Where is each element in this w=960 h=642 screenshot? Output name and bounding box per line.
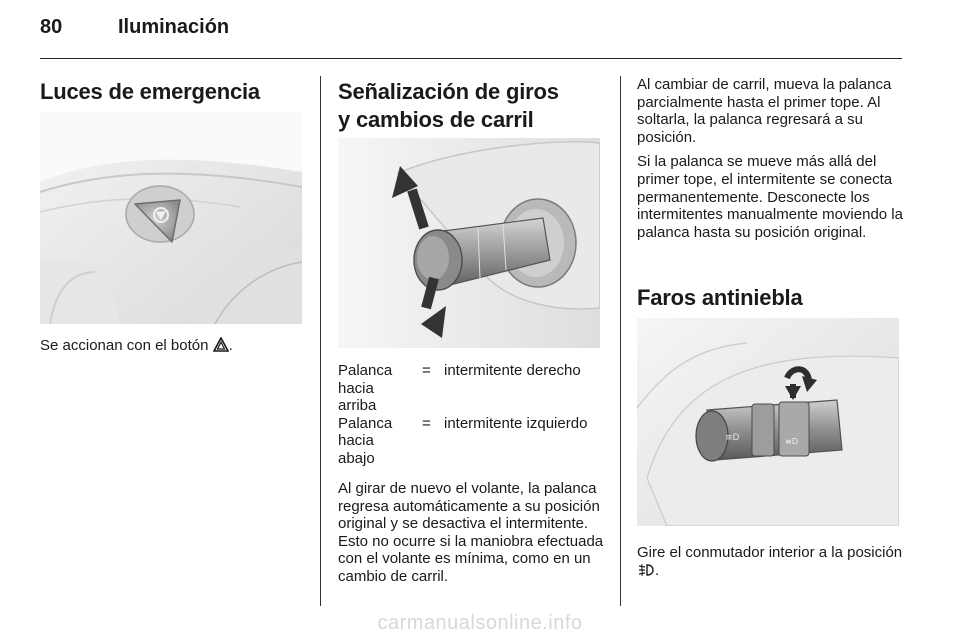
turn-signal-heading [338,78,608,134]
lane-change-paragraph-1: Al cambiar de carril, mueva la palanca parcialmente hasta el primer tope. Al soltarla, la palanca regresará a su posición. [637,76,892,146]
fog-light-switch-illustration [637,318,899,526]
definition-desc: intermitente derecho [444,362,581,379]
lane-change-paragraph-2: Si la palanca se mueve más allá del primer tope, el intermitente se conecta permanentemente. Desconecte los intermitentes manualmente moviendo la palanca hasta su posición original. [637,153,903,241]
fog-lights-instruction [637,544,905,581]
hazard-warning-icon [213,337,229,357]
turn-signal-lever-illustration [338,138,600,348]
definition-row [338,415,587,468]
turn-signal-heading-line1: Señalización de giros [338,79,559,104]
definition-term: Palanca hacia arriba [338,362,393,415]
hazard-lights-heading: Luces de emergencia [40,79,260,104]
hazard-lights-instruction [40,337,310,357]
front-fog-light-icon [637,563,655,582]
hazard-instruction-text: Se accionan con el botón [40,337,213,354]
definition-table [338,362,587,468]
fog-instruction-period: . [655,561,660,579]
definition-separator: = [422,414,431,432]
svg-text:≡D: ≡D [725,433,740,443]
definition-row [338,362,587,415]
svg-text:≡D: ≡D [785,437,798,446]
page-number: 80 [40,16,63,38]
fog-lights-heading: Faros antiniebla [637,285,803,310]
watermark: carmanualsonline.info [377,612,583,634]
lane-change-text [637,76,905,248]
definition-term: Palanca hacia abajo [338,414,393,467]
header-rule [40,58,902,59]
column-divider-1 [320,76,321,606]
turn-signal-paragraph-text: Al girar de nuevo el volante, la palanca regresa automáticamente a su posición original y se desactiva el intermitente. Esto no ocurre si la maniobra efectuada con el volante es mínima, como en un cambio de carril. [338,480,604,585]
definition-separator: = [422,362,431,379]
hazard-instruction-period: . [228,337,233,354]
column-divider-2 [620,76,621,606]
definition-desc: intermitente izquierdo [444,414,588,432]
turn-signal-heading-line2: y cambios de carril [338,107,534,132]
fog-instruction-text: Gire el conmutador interior a la posición [637,544,903,561]
running-title: Iluminación [118,16,230,38]
turn-signal-paragraph [338,480,606,593]
turn-signal-definitions [338,362,608,468]
hazard-button-illustration [40,112,302,324]
